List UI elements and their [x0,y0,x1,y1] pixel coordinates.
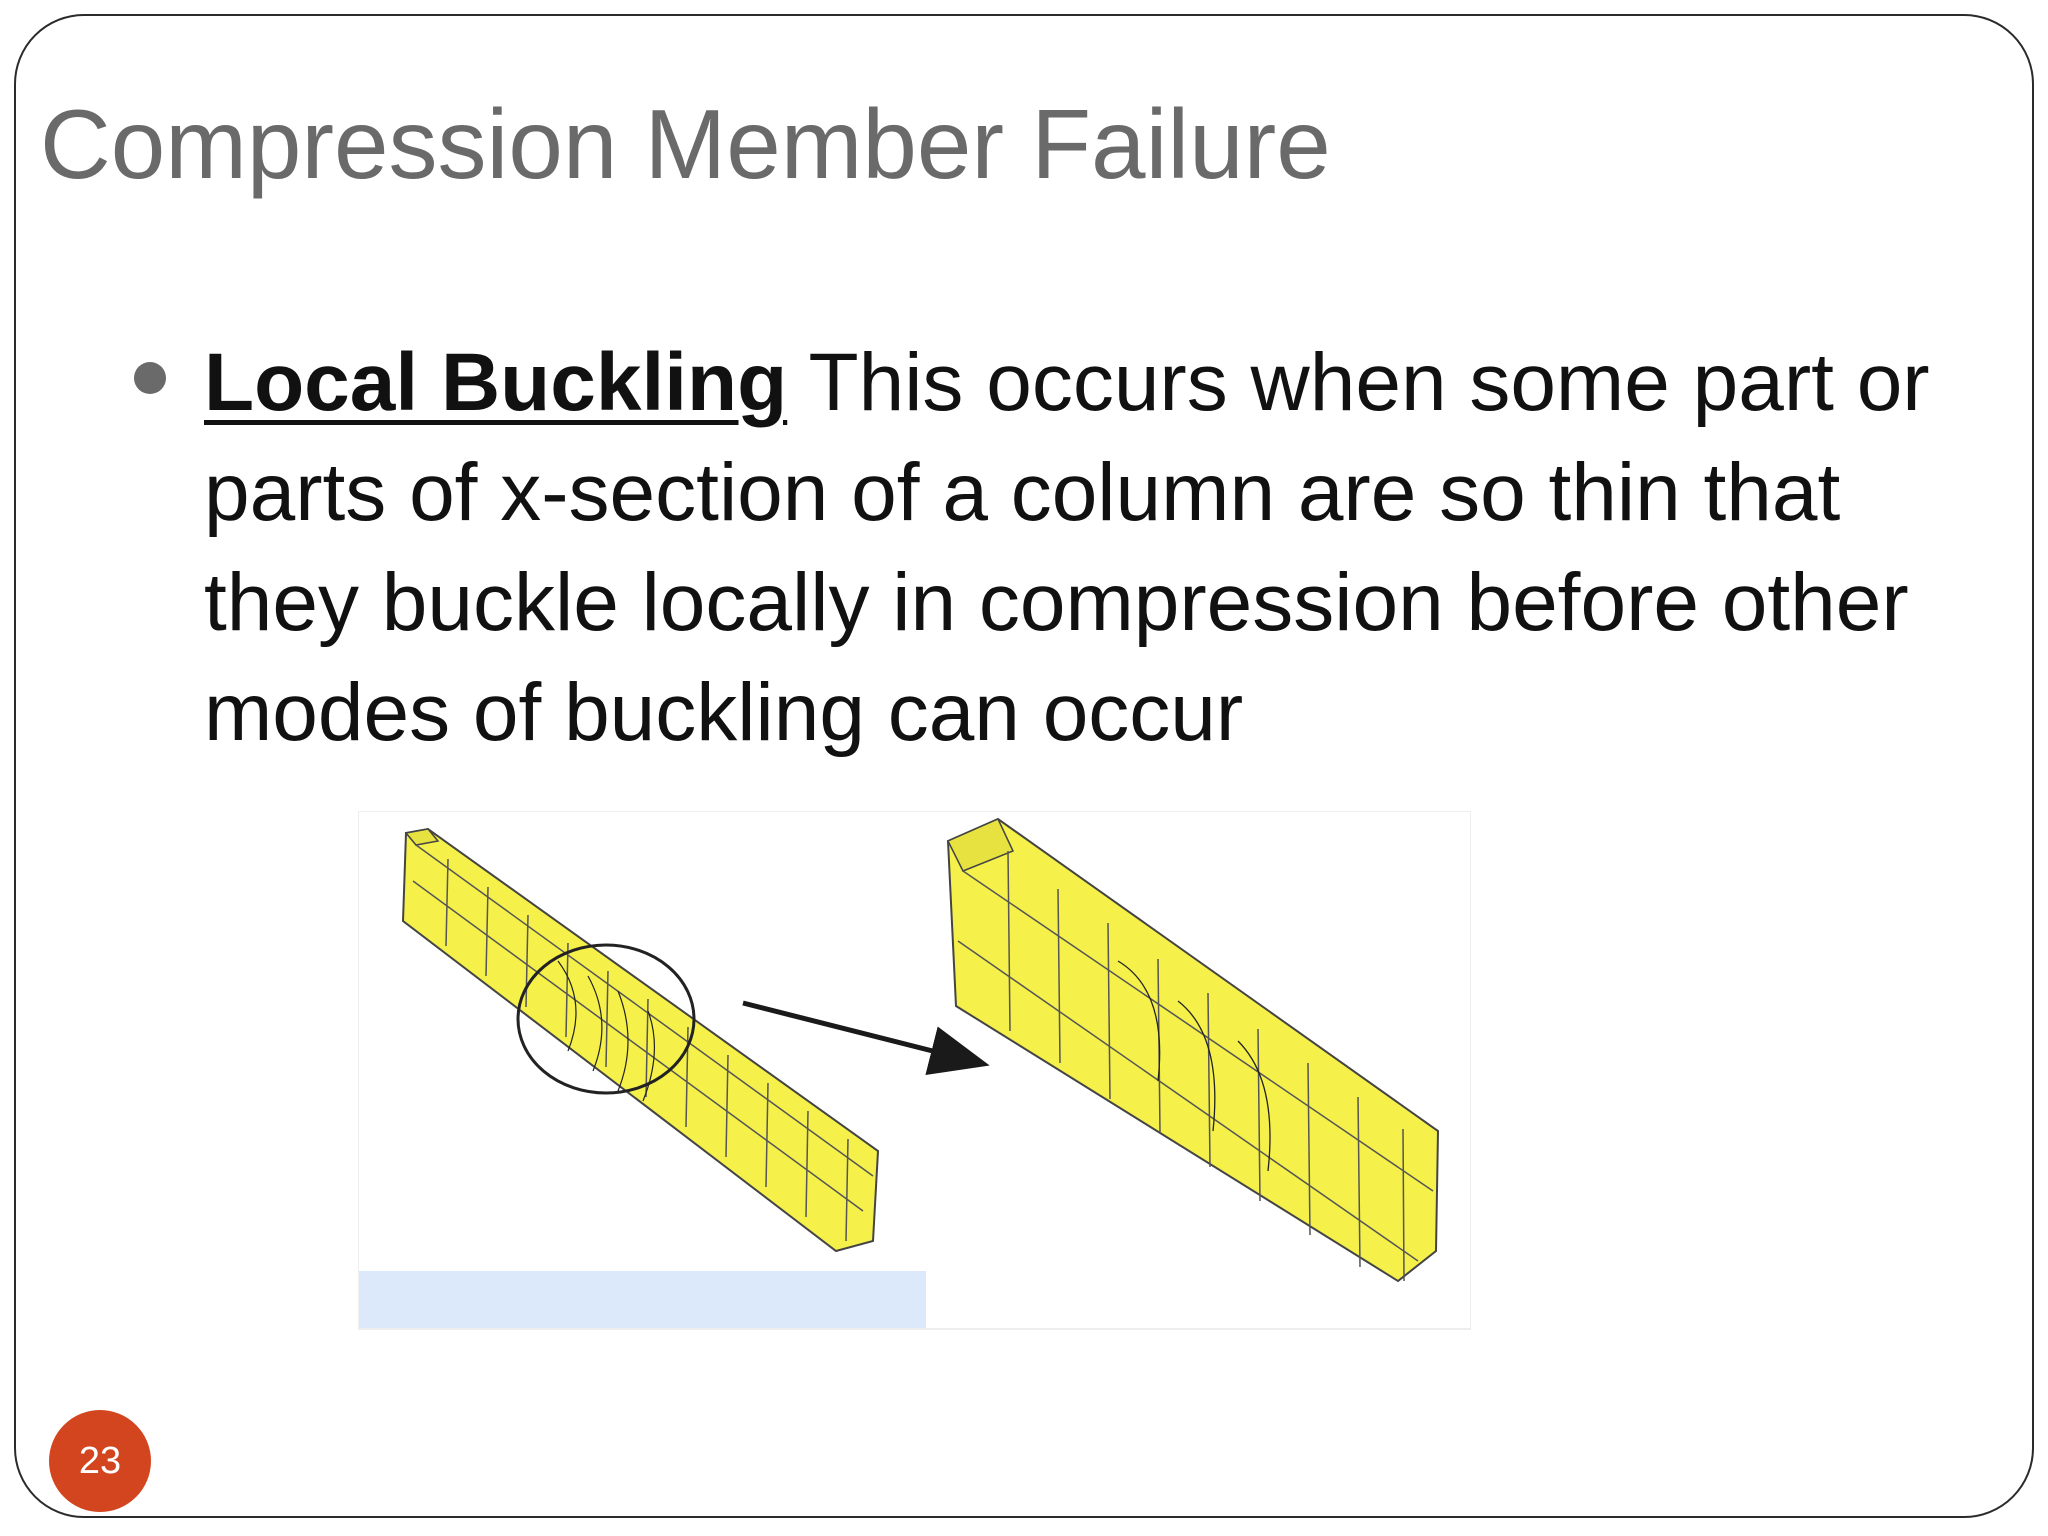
bullet-body: This occurs when some part or parts of x-section of a column are so thin that they buckle locally in compression before other modes of buckling can occur [204,337,1930,758]
left-column-model [403,829,878,1251]
page-number-badge: 23 [49,1410,151,1512]
figure-arrow [743,1003,980,1063]
figure-shaded-panel [358,1271,926,1329]
bullet-paragraph [204,328,2004,768]
slide [14,14,2034,1518]
local-buckling-figure [358,811,1471,1331]
bullet-term: Local Buckling [204,337,788,428]
bullet-dot [134,362,166,394]
slide-title: Compression Member Failure [40,89,1331,199]
right-zoom-model [948,819,1438,1281]
